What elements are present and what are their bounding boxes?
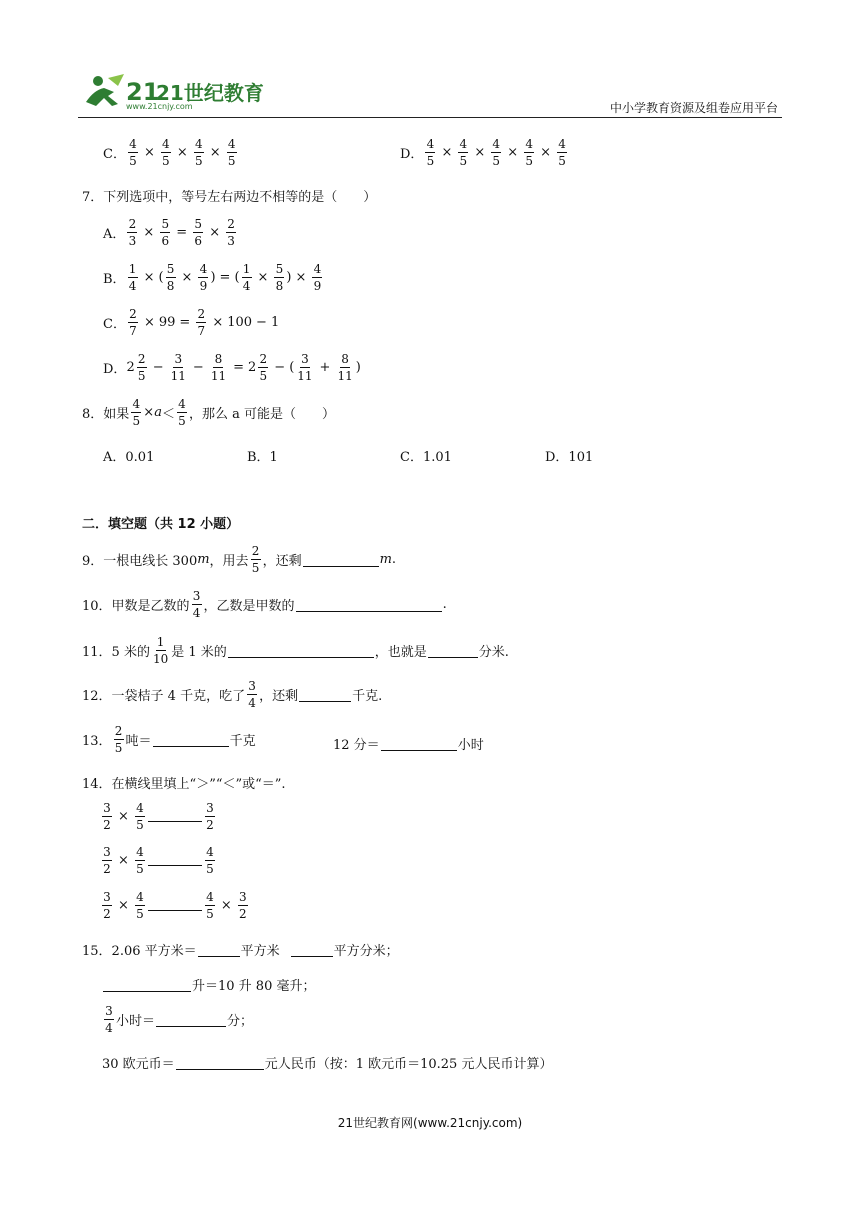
fraction: $\frac{8}{11}$ [337,352,353,383]
fraction: $\frac{4}{5}$ [162,137,170,168]
answer-blank[interactable] [303,552,379,567]
fraction: $\frac{4}{5}$ [492,137,501,168]
q7-option-b: B． $\frac{1}{4}$ × ( $\frac{5}{8}$ × $\frac{4}{9}$ ) = ( $\frac{1}{4}$ × $\frac{5}{8}$ ) × $\frac{4}{9}$ [103,262,322,293]
fraction: $\frac{4}{5}$ [178,397,186,428]
times-sign: × [143,145,155,160]
fraction: $\frac{4}{5}$ [426,137,435,168]
q15-line-1: 15．2.06 平方米＝ 平方米 平方分米； [82,944,399,959]
svg-text:21世纪教育: 21世纪教育 [156,81,264,105]
fraction: $\frac{2}{5}$ [114,724,123,755]
q14-row-1: $\frac{3}{2}$ × $\frac{4}{5}$ $\frac{3}{2}$ [103,801,214,832]
fraction: $\frac{3}{11}$ [297,352,313,383]
fraction: $\frac{4}{5}$ [227,137,236,168]
times-sign: × [176,145,188,160]
fraction: $\frac{2}{3}$ [227,217,235,248]
q6-option-c [103,138,239,167]
fraction: $\frac{4}{5}$ [194,137,203,168]
fraction: $\frac{3}{4}$ [248,679,256,710]
q14-stem: 14．在横线里填上“＞”“＜”或“＝”. [82,777,286,792]
section-title: 二．填空题（共 12 小题） [82,517,240,532]
q7-option-a: A． $\frac{2}{3}$ × $\frac{5}{6}$ = $\frac{5}{6}$ × $\frac{2}{3}$ [103,217,235,248]
answer-blank[interactable] [148,811,202,822]
answer-blank[interactable] [153,732,229,747]
fraction: $\frac{4}{5}$ [206,890,214,921]
q8-option-b: B．1 [247,450,278,465]
fraction: $\frac{2}{3}$ [128,217,137,248]
fraction: $\frac{1}{4}$ [128,262,137,293]
option-label: D． [400,147,424,162]
option-label: D． [103,362,127,377]
svg-text:21: 21 [126,78,160,106]
q8-option-d: D．101 [545,450,594,465]
fraction: $\frac{4}{5}$ [136,890,144,921]
fraction: $\frac{5}{6}$ [194,217,203,248]
answer-blank[interactable] [176,1055,264,1070]
option-label: B． [103,272,126,287]
platform-name: 中小学教育资源及组卷应用平台 [609,101,778,115]
logo-url: www.21cnjy.com [126,102,193,111]
fraction: $\frac{4}{9}$ [313,262,322,293]
fraction: $\frac{3}{2}$ [206,801,214,832]
q7-option-d: D． 2 $\frac{2}{5}$ − $\frac{3}{11}$ − $\frac{8}{11}$ = 2 $\frac{2}{5}$ − ( $\frac{3}{11}$ + $\frac{8}{11}$ ) [103,352,361,383]
fraction: $\frac{3}{4}$ [192,589,201,620]
answer-blank[interactable] [103,977,191,992]
q9: 9．一根电线长 300 m ，用去 $\frac{2}{5}$ ，还剩 m . [82,544,397,575]
q7-stem: 7．下列选项中，等号左右两边不相等的是（ ） [82,190,377,205]
answer-blank[interactable] [428,643,478,658]
q13: 13． $\frac{2}{5}$ 吨＝ 千克 [82,724,256,755]
page-footer: 21世纪教育网(www.21cnjy.com) [337,1116,523,1130]
answer-blank[interactable] [148,900,202,911]
answer-blank[interactable] [291,942,333,957]
answer-blank[interactable] [299,687,351,702]
q15-line-4: 30 欧元币＝ 元人民币（按：1 欧元币＝10.25 元人民币计算） [102,1057,553,1072]
fraction: $\frac{3}{2}$ [103,890,111,921]
fraction: $\frac{4}{5}$ [206,845,214,876]
fraction: $\frac{5}{6}$ [161,217,170,248]
q14-row-2: $\frac{3}{2}$ × $\frac{4}{5}$ $\frac{4}{5}$ [103,845,214,876]
fraction: $\frac{4}{5}$ [136,801,144,832]
fraction: $\frac{2}{7}$ [129,307,137,338]
fraction: $\frac{2}{5}$ [251,544,260,575]
fraction: $\frac{1}{4}$ [242,262,251,293]
q8-stem: 8．如果 $\frac{4}{5}$ × a ＜ $\frac{4}{5}$ ，那么 a 可能是（ ） [82,397,335,428]
fraction: $\frac{3}{11}$ [170,352,186,383]
fraction: $\frac{4}{9}$ [199,262,208,293]
fraction: $\frac{5}{8}$ [166,262,175,293]
answer-blank[interactable] [228,643,374,658]
fraction: $\frac{4}{5}$ [129,137,137,168]
times-sign: × [507,145,519,160]
fraction: $\frac{5}{8}$ [275,262,284,293]
fraction: $\frac{4}{5}$ [132,397,141,428]
q10: 10．甲数是乙数的 $\frac{3}{4}$ ，乙数是甲数的 . [82,589,447,620]
q8-option-c: C．1.01 [400,450,452,465]
fraction: $\frac{2}{5}$ [259,352,268,383]
q15-line-2: 升＝10 升 80 毫升； [102,975,315,994]
answer-blank[interactable] [381,736,457,751]
fraction: $\frac{4}{5}$ [136,845,144,876]
answer-blank[interactable] [156,1012,226,1027]
fraction: $\frac{3}{4}$ [105,1004,113,1035]
times-sign: × [474,145,486,160]
q14-row-3: $\frac{3}{2}$ × $\frac{4}{5}$ $\frac{4}{5}$ × $\frac{3}{2}$ [103,890,247,921]
q8-option-a: A．0.01 [103,450,155,465]
q11: 11．5 米的 $\frac{1}{10}$ 是 1 米的 ，也就是 分米. [82,635,509,666]
header-divider [78,117,782,118]
q7-option-c: C． $\frac{2}{7}$ × 99 = $\frac{2}{7}$ × 100 − 1 [103,307,280,338]
fraction: $\frac{2}{7}$ [197,307,206,338]
answer-blank[interactable] [198,942,240,957]
fraction: $\frac{3}{2}$ [103,845,111,876]
fraction: $\frac{4}{5}$ [459,137,468,168]
q6-option-d [400,138,569,167]
times-sign: × [441,145,453,160]
fraction: $\frac{1}{10}$ [152,635,169,666]
option-label: C． [103,317,126,332]
times-sign: × [209,145,221,160]
fraction: $\frac{8}{11}$ [210,352,227,383]
fraction: $\frac{4}{5}$ [525,137,533,168]
fraction: $\frac{2}{5}$ [137,352,146,383]
site-logo [78,72,264,114]
times-sign: × [540,145,552,160]
fraction: $\frac{3}{2}$ [238,890,247,921]
fraction: $\frac{3}{2}$ [103,801,111,832]
answer-blank[interactable] [296,597,442,612]
fraction: $\frac{4}{5}$ [558,137,566,168]
answer-blank[interactable] [148,855,202,866]
option-label: C． [103,147,126,162]
q15-line-3: $\frac{3}{4}$ 小时＝ 分； [105,1004,254,1035]
q13-part-b: 12 分＝ 小时 [333,738,484,753]
option-label: A． [103,227,126,242]
q12: 12．一袋桔子 4 千克，吃了 $\frac{3}{4}$ ，还剩 千克. [82,679,383,710]
